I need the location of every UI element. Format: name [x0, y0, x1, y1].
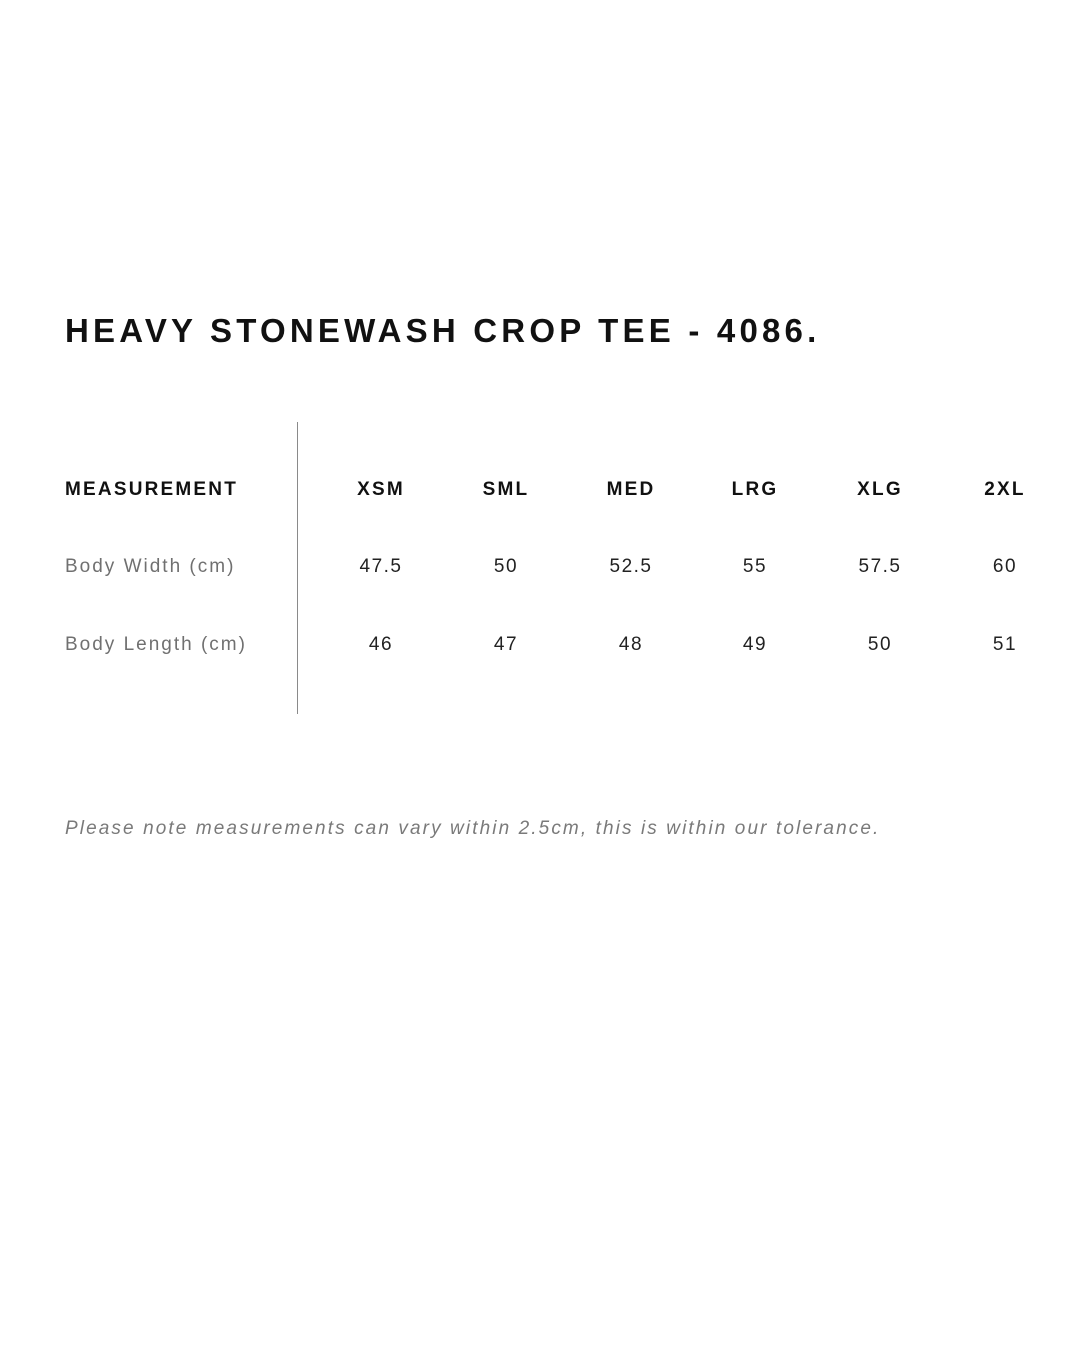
size-header-2xl: 2XL — [984, 479, 1026, 500]
body-length-sml: 47 — [493, 634, 519, 655]
column-divider — [297, 422, 298, 714]
body-length-xsm: 46 — [368, 634, 394, 655]
size-header-xsm: XSM — [357, 479, 405, 500]
tolerance-note: Please note measurements can vary within 2.5cm, this is within our tolerance. — [65, 818, 881, 839]
measurement-header: MEASUREMENT — [65, 479, 239, 500]
body-width-med: 52.5 — [609, 556, 653, 577]
body-length-lrg: 49 — [742, 634, 768, 655]
body-width-xlg: 57.5 — [858, 556, 902, 577]
body-length-label: Body Length (cm) — [65, 634, 247, 655]
body-width-sml: 50 — [493, 556, 519, 577]
body-width-2xl: 60 — [992, 556, 1018, 577]
body-length-2xl: 51 — [992, 634, 1018, 655]
size-header-med: MED — [606, 479, 656, 500]
body-width-label: Body Width (cm) — [65, 556, 236, 577]
body-length-med: 48 — [618, 634, 644, 655]
product-title: HEAVY STONEWASH CROP TEE - 4086. — [65, 312, 821, 349]
body-width-lrg: 55 — [742, 556, 768, 577]
size-header-lrg: LRG — [731, 479, 779, 500]
body-length-xlg: 50 — [867, 634, 893, 655]
size-header-xlg: XLG — [857, 479, 903, 500]
body-width-xsm: 47.5 — [359, 556, 403, 577]
size-header-sml: SML — [482, 479, 530, 500]
